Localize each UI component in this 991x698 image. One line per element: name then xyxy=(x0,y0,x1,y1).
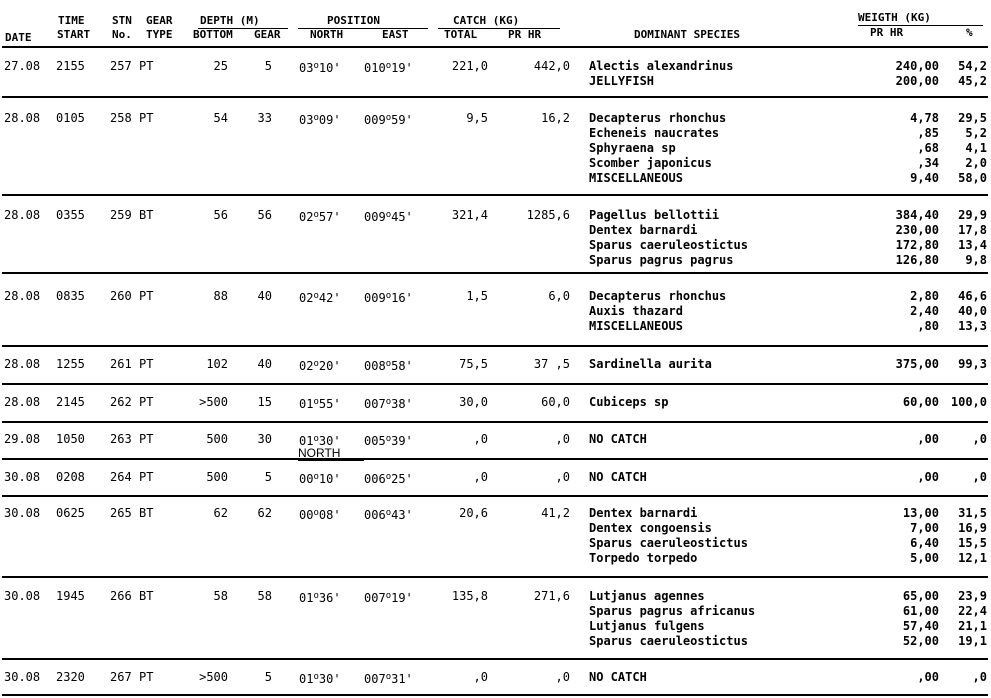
species-name: Sparus caeruleostictus xyxy=(589,238,748,252)
north-minutes: 30' xyxy=(318,672,341,686)
position-north-cell xyxy=(299,290,341,305)
catch-prhr-cell: 37 ,5 xyxy=(533,357,570,371)
time-cell: 0835 xyxy=(56,289,85,303)
degree-symbol: o xyxy=(313,397,319,407)
north-minutes: 09' xyxy=(318,113,341,127)
degree-symbol: o xyxy=(385,591,392,601)
east-minutes: 59' xyxy=(391,113,413,127)
position-east-cell xyxy=(364,507,413,522)
north-minutes: 55' xyxy=(318,397,341,411)
degree-symbol: o xyxy=(313,508,319,518)
catch-prhr-cell: ,0 xyxy=(555,670,570,684)
gear-type-cell: BT xyxy=(139,208,154,222)
position-east-cell xyxy=(364,60,413,75)
degree-symbol: o xyxy=(313,591,319,601)
bottom-depth-cell: 88 xyxy=(213,289,228,303)
species-name: Sparus pagrus africanus xyxy=(589,604,756,618)
species-name: NO CATCH xyxy=(589,470,647,484)
species-percent: 16,9 xyxy=(958,521,987,535)
north-minutes: 10' xyxy=(318,472,341,486)
species-percent: 23,9 xyxy=(958,589,987,603)
species-percent: 99,3 xyxy=(958,357,987,371)
catch-total-cell: 9,5 xyxy=(466,111,488,125)
catch-total-cell: ,0 xyxy=(473,432,488,446)
gear-depth-cell: 40 xyxy=(257,289,272,303)
gear-depth-cell: 40 xyxy=(257,357,272,371)
position-east-cell xyxy=(364,112,413,127)
species-name: Lutjanus agennes xyxy=(589,589,705,603)
catch-total-cell: ,0 xyxy=(473,470,488,484)
header-gear-2: TYPE xyxy=(146,28,173,41)
degree-symbol: o xyxy=(313,472,319,482)
east-minutes: 31' xyxy=(391,672,413,686)
row-separator xyxy=(2,495,988,497)
catch-total-cell: 30,0 xyxy=(459,395,488,409)
species-percent: 2,0 xyxy=(965,156,987,170)
catch-total-cell: 221,0 xyxy=(451,59,488,73)
species-name: Scomber japonicus xyxy=(589,156,712,170)
species-name: Decapterus rhonchus xyxy=(589,289,727,303)
gear-type-cell: PT xyxy=(139,432,154,446)
row-separator xyxy=(2,421,988,423)
time-cell: 0208 xyxy=(56,470,85,484)
header-rule xyxy=(2,46,988,48)
bottom-depth-cell: >500 xyxy=(199,670,228,684)
species-name: MISCELLANEOUS xyxy=(589,319,683,333)
north-degrees: 00 xyxy=(299,508,314,522)
header-catch: CATCH (KG) xyxy=(453,14,520,27)
time-cell: 1050 xyxy=(56,432,85,446)
catch-prhr-cell: 41,2 xyxy=(541,506,570,520)
gear-depth-cell: 30 xyxy=(257,432,272,446)
species-percent: 40,0 xyxy=(958,304,987,318)
degree-symbol: o xyxy=(313,61,319,71)
species-weight: 5,00 xyxy=(910,551,939,565)
east-degrees: 005 xyxy=(364,434,386,448)
north-minutes: 42' xyxy=(318,291,341,305)
north-degrees: 02 xyxy=(299,359,314,373)
species-percent: 100,0 xyxy=(950,395,987,409)
species-percent: 29,5 xyxy=(958,111,987,125)
bottom-depth-cell: 54 xyxy=(213,111,228,125)
north-annotation-underline xyxy=(298,460,364,461)
catch-total-cell: 135,8 xyxy=(451,589,488,603)
catch-total-cell: ,0 xyxy=(473,670,488,684)
header-species: DOMINANT SPECIES xyxy=(634,28,740,41)
species-name: Sardinella aurita xyxy=(589,357,712,371)
catch-prhr-cell: 271,6 xyxy=(533,589,570,603)
species-name: JELLYFISH xyxy=(589,74,655,88)
north-minutes: 08' xyxy=(318,508,341,522)
species-percent: 9,8 xyxy=(965,253,987,267)
catch-total-cell: 75,5 xyxy=(459,357,488,371)
header-weight-prhr: PR HR xyxy=(870,26,904,39)
station-cell: 257 xyxy=(110,59,132,73)
degree-symbol: o xyxy=(313,113,319,123)
species-percent: 4,1 xyxy=(965,141,987,155)
north-annotation: NORTH xyxy=(298,446,341,460)
north-degrees: 03 xyxy=(299,113,314,127)
row-separator xyxy=(2,272,988,274)
species-percent: 22,4 xyxy=(958,604,987,618)
position-east-cell xyxy=(364,671,413,686)
header-time-2: START xyxy=(57,28,91,41)
east-degrees: 009 xyxy=(364,210,386,224)
degree-symbol: o xyxy=(385,210,392,220)
species-percent: 58,0 xyxy=(958,171,987,185)
species-weight: 52,00 xyxy=(902,634,939,648)
gear-type-cell: PT xyxy=(139,395,154,409)
species-percent: 5,2 xyxy=(965,126,987,140)
species-weight: 384,40 xyxy=(895,208,939,222)
header-weight: WEIGTH (KG) xyxy=(858,11,931,24)
species-weight: 7,00 xyxy=(910,521,939,535)
row-separator xyxy=(2,576,988,578)
species-name: Sphyraena sp xyxy=(589,141,676,155)
east-degrees: 008 xyxy=(364,359,386,373)
east-minutes: 58' xyxy=(391,359,413,373)
species-weight: 60,00 xyxy=(902,395,939,409)
species-percent: 13,3 xyxy=(958,319,987,333)
species-weight: ,34 xyxy=(917,156,939,170)
gear-depth-cell: 58 xyxy=(257,589,272,603)
species-percent: 29,9 xyxy=(958,208,987,222)
species-percent: 21,1 xyxy=(958,619,987,633)
catch-prhr-cell: ,0 xyxy=(555,470,570,484)
species-name: MISCELLANEOUS xyxy=(589,171,683,185)
header-stn-1: STN xyxy=(112,14,132,27)
species-weight: 230,00 xyxy=(895,223,939,237)
east-degrees: 009 xyxy=(364,291,386,305)
species-name: Pagellus bellottii xyxy=(589,208,720,222)
date-cell: 28.08 xyxy=(4,289,41,303)
catch-prhr-cell: ,0 xyxy=(555,432,570,446)
station-cell: 267 xyxy=(110,670,132,684)
east-degrees: 006 xyxy=(364,508,386,522)
north-minutes: 20' xyxy=(318,359,341,373)
station-cell: 262 xyxy=(110,395,132,409)
species-weight: 2,80 xyxy=(910,289,939,303)
species-weight: ,85 xyxy=(917,126,939,140)
degree-symbol: o xyxy=(313,672,319,682)
header-north: NORTH xyxy=(310,28,344,41)
position-north-cell xyxy=(299,396,341,411)
species-weight: 9,40 xyxy=(910,171,939,185)
time-cell: 1255 xyxy=(56,357,85,371)
date-cell: 28.08 xyxy=(4,357,41,371)
header-percent: % xyxy=(966,26,973,39)
position-north-cell xyxy=(299,590,341,605)
bottom-depth-cell: 62 xyxy=(213,506,228,520)
degree-symbol: o xyxy=(385,113,392,123)
station-cell: 266 xyxy=(110,589,132,603)
date-cell: 29.08 xyxy=(4,432,41,446)
catch-prhr-cell: 1285,6 xyxy=(526,208,570,222)
position-north-cell xyxy=(299,112,341,127)
species-percent: 54,2 xyxy=(958,59,987,73)
north-degrees: 01 xyxy=(299,397,314,411)
station-cell: 264 xyxy=(110,470,132,484)
position-north-cell xyxy=(299,671,341,686)
catch-prhr-cell: 60,0 xyxy=(541,395,570,409)
species-percent: 31,5 xyxy=(958,506,987,520)
time-cell: 2320 xyxy=(56,670,85,684)
header-depth: DEPTH (M) xyxy=(200,14,260,27)
species-name: Alectis alexandrinus xyxy=(589,59,734,73)
degree-symbol: o xyxy=(385,291,392,301)
position-north-cell xyxy=(299,60,341,75)
species-name: Torpedo torpedo xyxy=(589,551,698,565)
north-degrees: 00 xyxy=(299,472,314,486)
species-weight: 200,00 xyxy=(895,74,939,88)
position-east-cell xyxy=(364,209,413,224)
species-weight: ,00 xyxy=(917,470,939,484)
gear-type-cell: PT xyxy=(139,111,154,125)
species-percent: 12,1 xyxy=(958,551,987,565)
species-name: Echeneis naucrates xyxy=(589,126,720,140)
degree-symbol: o xyxy=(313,291,319,301)
species-weight: 172,80 xyxy=(895,238,939,252)
gear-depth-cell: 33 xyxy=(257,111,272,125)
gear-depth-cell: 5 xyxy=(264,670,272,684)
species-percent: ,0 xyxy=(972,470,987,484)
degree-symbol: o xyxy=(385,434,392,444)
north-degrees: 03 xyxy=(299,61,314,75)
header-position: POSITION xyxy=(327,14,380,27)
gear-type-cell: PT xyxy=(139,357,154,371)
east-minutes: 39' xyxy=(391,434,413,448)
date-cell: 28.08 xyxy=(4,111,41,125)
gear-type-cell: BT xyxy=(139,589,154,603)
station-cell: 265 xyxy=(110,506,132,520)
species-weight: 375,00 xyxy=(895,357,939,371)
east-minutes: 45' xyxy=(391,210,413,224)
station-cell: 258 xyxy=(110,111,132,125)
species-percent: 17,8 xyxy=(958,223,987,237)
date-cell: 30.08 xyxy=(4,470,41,484)
north-degrees: 02 xyxy=(299,210,314,224)
gear-type-cell: PT xyxy=(139,470,154,484)
position-east-cell xyxy=(364,358,413,373)
species-name: Decapterus rhonchus xyxy=(589,111,727,125)
species-name: NO CATCH xyxy=(589,432,647,446)
degree-symbol: o xyxy=(313,210,319,220)
position-east-cell xyxy=(364,396,413,411)
station-cell: 260 xyxy=(110,289,132,303)
header-depth-gear: GEAR xyxy=(254,28,281,41)
row-separator xyxy=(2,694,988,696)
species-percent: 13,4 xyxy=(958,238,987,252)
north-degrees: 01 xyxy=(299,434,314,448)
header-date: DATE xyxy=(5,31,32,44)
east-degrees: 010 xyxy=(364,61,386,75)
bottom-depth-cell: 25 xyxy=(213,59,228,73)
time-cell: 0355 xyxy=(56,208,85,222)
time-cell: 0625 xyxy=(56,506,85,520)
degree-symbol: o xyxy=(385,508,392,518)
north-minutes: 36' xyxy=(318,591,341,605)
position-north-cell xyxy=(299,209,341,224)
north-degrees: 01 xyxy=(299,591,314,605)
position-east-cell xyxy=(364,471,413,486)
catch-total-cell: 321,4 xyxy=(451,208,488,222)
date-cell: 30.08 xyxy=(4,589,41,603)
species-weight: ,00 xyxy=(917,432,939,446)
species-weight: ,80 xyxy=(917,319,939,333)
species-name: Sparus caeruleostictus xyxy=(589,634,748,648)
header-east: EAST xyxy=(382,28,409,41)
species-name: Dentex congoensis xyxy=(589,521,712,535)
gear-type-cell: PT xyxy=(139,670,154,684)
species-name: NO CATCH xyxy=(589,670,647,684)
bottom-depth-cell: 58 xyxy=(213,589,228,603)
east-degrees: 009 xyxy=(364,113,386,127)
catch-prhr-cell: 16,2 xyxy=(541,111,570,125)
catch-total-cell: 20,6 xyxy=(459,506,488,520)
station-cell: 261 xyxy=(110,357,132,371)
gear-depth-cell: 62 xyxy=(257,506,272,520)
degree-symbol: o xyxy=(385,472,392,482)
species-name: Sparus pagrus pagrus xyxy=(589,253,734,267)
species-name: Dentex barnardi xyxy=(589,223,698,237)
degree-symbol: o xyxy=(385,61,392,71)
east-minutes: 16' xyxy=(391,291,413,305)
gear-depth-cell: 5 xyxy=(264,59,272,73)
date-cell: 30.08 xyxy=(4,506,41,520)
row-separator xyxy=(2,383,988,385)
east-minutes: 19' xyxy=(391,591,413,605)
east-degrees: 007 xyxy=(364,397,386,411)
header-gear-1: GEAR xyxy=(146,14,173,27)
east-minutes: 25' xyxy=(391,472,413,486)
east-minutes: 19' xyxy=(391,61,413,75)
position-north-cell xyxy=(299,471,341,486)
row-separator xyxy=(2,96,988,98)
species-weight: 240,00 xyxy=(895,59,939,73)
species-name: Lutjanus fulgens xyxy=(589,619,705,633)
species-weight: 4,78 xyxy=(910,111,939,125)
degree-symbol: o xyxy=(385,397,392,407)
species-weight: 61,00 xyxy=(902,604,939,618)
catch-prhr-cell: 6,0 xyxy=(548,289,570,303)
bottom-depth-cell: 102 xyxy=(206,357,228,371)
position-north-cell xyxy=(299,358,341,373)
north-minutes: 10' xyxy=(318,61,341,75)
position-east-cell xyxy=(364,433,413,448)
north-minutes: 30' xyxy=(318,434,341,448)
header-pr-hr: PR HR xyxy=(508,28,542,41)
time-cell: 0105 xyxy=(56,111,85,125)
species-weight: ,68 xyxy=(917,141,939,155)
bottom-depth-cell: 500 xyxy=(206,470,228,484)
station-cell: 259 xyxy=(110,208,132,222)
species-percent: 19,1 xyxy=(958,634,987,648)
species-weight: 6,40 xyxy=(910,536,939,550)
row-separator xyxy=(2,345,988,347)
time-cell: 1945 xyxy=(56,589,85,603)
header-stn-2: No. xyxy=(112,28,132,41)
species-weight: 2,40 xyxy=(910,304,939,318)
species-weight: 57,40 xyxy=(902,619,939,633)
position-east-cell xyxy=(364,290,413,305)
row-separator xyxy=(2,458,988,460)
east-degrees: 007 xyxy=(364,672,386,686)
species-name: Sparus caeruleostictus xyxy=(589,536,748,550)
date-cell: 28.08 xyxy=(4,208,41,222)
bottom-depth-cell: >500 xyxy=(199,395,228,409)
species-percent: 45,2 xyxy=(958,74,987,88)
east-degrees: 007 xyxy=(364,591,386,605)
degree-symbol: o xyxy=(313,359,319,369)
row-separator xyxy=(2,658,988,660)
species-percent: ,0 xyxy=(972,432,987,446)
date-cell: 28.08 xyxy=(4,395,41,409)
header-total: TOTAL xyxy=(444,28,478,41)
catch-total-cell: 1,5 xyxy=(466,289,488,303)
degree-symbol: o xyxy=(385,359,392,369)
north-degrees: 02 xyxy=(299,291,314,305)
degree-symbol: o xyxy=(385,672,392,682)
species-weight: 65,00 xyxy=(902,589,939,603)
date-cell: 27.08 xyxy=(4,59,41,73)
gear-type-cell: PT xyxy=(139,289,154,303)
bottom-depth-cell: 500 xyxy=(206,432,228,446)
east-minutes: 38' xyxy=(391,397,413,411)
catch-prhr-cell: 442,0 xyxy=(533,59,570,73)
gear-depth-cell: 5 xyxy=(264,470,272,484)
bottom-depth-cell: 56 xyxy=(213,208,228,222)
species-name: Auxis thazard xyxy=(589,304,683,318)
north-minutes: 57' xyxy=(318,210,341,224)
station-cell: 263 xyxy=(110,432,132,446)
gear-depth-cell: 15 xyxy=(257,395,272,409)
species-percent: ,0 xyxy=(972,670,987,684)
gear-type-cell: PT xyxy=(139,59,154,73)
species-percent: 15,5 xyxy=(958,536,987,550)
species-name: Cubiceps sp xyxy=(589,395,669,409)
gear-type-cell: BT xyxy=(139,506,154,520)
row-separator xyxy=(2,194,988,196)
date-cell: 30.08 xyxy=(4,670,41,684)
time-cell: 2155 xyxy=(56,59,85,73)
species-name: Dentex barnardi xyxy=(589,506,698,520)
east-minutes: 43' xyxy=(391,508,413,522)
species-percent: 46,6 xyxy=(958,289,987,303)
degree-symbol: o xyxy=(313,434,319,444)
species-weight: 13,00 xyxy=(902,506,939,520)
gear-depth-cell: 56 xyxy=(257,208,272,222)
position-east-cell xyxy=(364,590,413,605)
species-weight: 126,80 xyxy=(895,253,939,267)
time-cell: 2145 xyxy=(56,395,85,409)
position-north-cell xyxy=(299,507,341,522)
header-depth-bottom: BOTTOM xyxy=(193,28,233,41)
north-degrees: 01 xyxy=(299,672,314,686)
species-weight: ,00 xyxy=(917,670,939,684)
header-time-1: TIME xyxy=(58,14,85,27)
east-degrees: 006 xyxy=(364,472,386,486)
